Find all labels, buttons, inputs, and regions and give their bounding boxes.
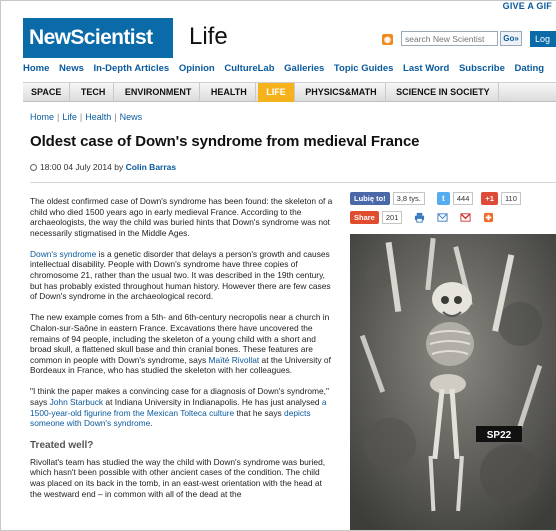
social-row-1 — [350, 191, 556, 206]
twitter-icon[interactable]: t — [437, 192, 450, 205]
clock-icon — [30, 164, 37, 171]
link-downs-syndrome[interactable]: Down's syndrome — [30, 248, 97, 259]
article-headline: Oldest case of Down's syndrome from medieval France — [30, 133, 420, 150]
nav-topic-guides[interactable]: Topic Guides — [333, 63, 394, 74]
breadcrumb — [30, 112, 142, 122]
facebook-count: 3,8 tys. — [393, 192, 425, 205]
breadcrumb-home[interactable]: Home — [30, 112, 55, 122]
paragraph-3 — [30, 312, 333, 376]
timestamp: 18:00 04 July 2014 — [40, 162, 112, 172]
breadcrumb-news[interactable]: News — [119, 112, 143, 122]
subheading: Treated well? — [30, 440, 94, 452]
nav-last-word[interactable]: Last Word — [403, 63, 450, 74]
paragraph-4-text-d: . — [150, 418, 153, 429]
nav-home[interactable]: Home — [23, 63, 50, 74]
share-count: 201 — [382, 211, 403, 224]
breadcrumb-separator: | — [57, 112, 60, 122]
nav-opinion[interactable]: Opinion — [178, 63, 215, 74]
by-label: by — [114, 162, 124, 172]
paragraph-3-text-b: at the University of Bordeaux in France, who has studied the skeleton with her colleagues. — [30, 354, 331, 376]
tab-space[interactable]: SPACE — [23, 83, 70, 102]
login-button[interactable]: Log — [530, 31, 556, 47]
photo-label: SP22 — [486, 430, 512, 441]
link-depicts-downs[interactable]: depicts someone with Down's syndrome — [30, 407, 311, 429]
primary-nav — [23, 63, 551, 77]
paragraph-4-text-b: at Indiana University in Indianapolis. He has just analysed — [103, 397, 322, 407]
nav-news[interactable]: News — [59, 63, 84, 74]
more-share-icon[interactable] — [483, 212, 494, 223]
gmail-icon[interactable] — [460, 212, 471, 223]
skeleton-photo — [350, 234, 556, 531]
nav-galleries[interactable]: Galleries — [284, 63, 325, 74]
tab-health[interactable]: HEALTH — [203, 83, 256, 102]
paragraph-2-text: is a genetic disorder that delays a person's growth and causes intellectual disability. People with Down's syndrome have three copies of chromosome 21, rather than the usual two. It was described in the 19th century, but has probably existed throughout human history. However there are few cases of Down's syndrome in the archaeological record. — [30, 248, 331, 302]
google-plus-count: 110 — [501, 192, 521, 205]
article-body — [30, 196, 333, 510]
section-title: Life — [189, 23, 228, 50]
google-plus-button[interactable]: +1 — [481, 192, 498, 205]
tab-environment[interactable]: ENVIRONMENT — [117, 83, 201, 102]
newscientist-logo[interactable]: NewScientist — [23, 18, 173, 58]
paragraph-2 — [30, 249, 333, 302]
nav-culturelab[interactable]: CultureLab — [224, 63, 275, 74]
breadcrumb-life[interactable]: Life — [62, 112, 77, 122]
paragraph-4-text-c: that he says — [234, 407, 285, 418]
link-maite-rivollat[interactable]: Maïté Rivollat — [208, 354, 260, 365]
byline — [30, 162, 176, 172]
tab-science-in-society[interactable]: SCIENCE IN SOCIETY — [388, 83, 499, 102]
nav-in-depth[interactable]: In-Depth Articles — [93, 63, 170, 74]
social-row-2 — [350, 210, 556, 225]
linkedin-share-button[interactable]: Share — [350, 211, 379, 224]
paragraph-3-text-a: The new example comes from a 5th- and 6th-century necropolis near a church in Chalon-sur-Saône in eastern France. Excavations there have uncovered the remains of 94 people, including the skeleton of a young child with a short and broad skull, a flattened skull base and thin cranial bones. These features are common in people with Down's syndrome, says — [30, 312, 330, 365]
tab-physics-math[interactable]: PHYSICS&MATH — [297, 83, 385, 102]
search-input[interactable] — [401, 31, 498, 46]
breadcrumb-separator: | — [79, 112, 83, 122]
section-tabs — [23, 82, 556, 102]
paragraph-4-text-a: "I think the paper makes a convincing case for a diagnosis of Down's syndrome," says — [30, 386, 329, 407]
link-john-starbuck[interactable]: John Starbuck — [49, 397, 104, 407]
skeleton-photo-image — [350, 234, 556, 531]
nav-dating[interactable]: Dating — [514, 63, 545, 74]
print-icon[interactable] — [414, 212, 425, 223]
search-go-button[interactable]: Go» — [500, 31, 522, 46]
nav-subscribe[interactable]: Subscribe — [458, 63, 505, 74]
give-a-gift-link[interactable]: GIVE A GIF — [502, 1, 552, 11]
rss-icon[interactable]: ◉ — [382, 34, 393, 45]
breadcrumb-separator: | — [114, 112, 117, 122]
paragraph-5: Rivollat's team has studied the way the child with Down's syndrome was buried, which hasn't been possible with other ancient cases of the condition. The child was placed on its back in the tomb, in an east-west orientation with the head at the westward end – in common with all of the dead at the — [30, 456, 326, 499]
social-share-bar — [350, 191, 556, 229]
paragraph-4 — [30, 386, 333, 428]
divider — [30, 182, 556, 183]
email-icon[interactable] — [437, 212, 448, 223]
breadcrumb-health[interactable]: Health — [85, 112, 112, 122]
facebook-like-button[interactable]: Lubię to! — [350, 192, 390, 205]
paragraph-1: The oldest confirmed case of Down's syndrome has been found: the skeleton of a child who died 1500 years ago in early medieval France. According to the archaeologists, the way the child was buried hints that Down's syndrome was not necessarily stigmatised in the Middle Ages. — [30, 196, 333, 238]
tab-tech[interactable]: TECH — [73, 83, 115, 102]
author-link[interactable]: Colin Barras — [125, 162, 177, 172]
link-tolteca-figurine[interactable]: a 1500-year-old figurine from the Mexican Tolteca culture — [30, 397, 327, 418]
twitter-count: 444 — [453, 192, 474, 205]
tab-life[interactable]: LIFE — [258, 83, 295, 102]
